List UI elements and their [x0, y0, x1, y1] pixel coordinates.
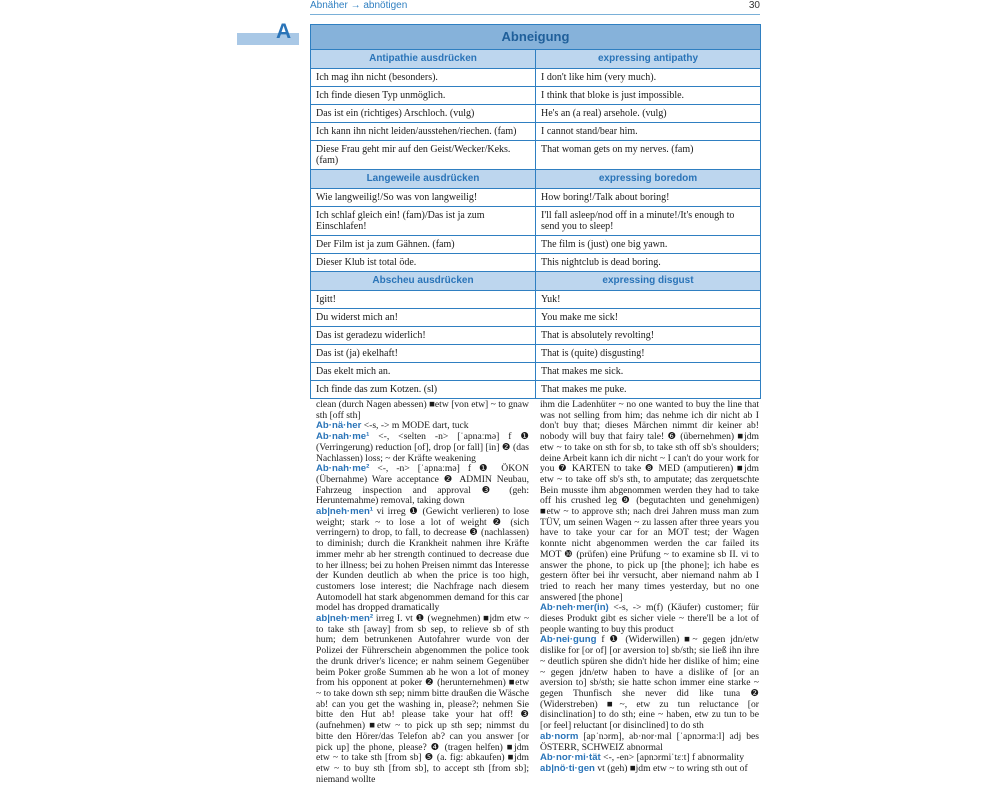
entry-text: <-s, -> m(f) (Käufer) customer; für dieses Produkt gibt es sicher viele ~ there'll be a lot of people wanting to buy this product — [540, 602, 759, 635]
row-de: Das ist ein (richtiges) Arschloch. (vulg) — [311, 105, 536, 122]
table-row — [311, 140, 760, 169]
entry-text: f ❶ (Widerwillen) ■~ gegen jdn/etw dislike for [or of] [or aversion to] sb/sth; sie ließ ihn ihre ~ deutlich spüren she didn't hide her dislike of him; eine ~ gegen jdn/etw haben to have a dislike of [or an aversion to] sb/sth; sie hatte schon immer eine starke ~ gegen Thunfisch she never did like tuna ❷ (Widerstreben) ■~, etw zu tun reluctance [or disinclination] to do sth; eine ~ haben, etw zu tun to be [or feel] reluctant [or disinclined] to do sth — [540, 634, 759, 732]
row-de: Wie langweilig!/So was von langweilig! — [311, 189, 536, 206]
section-heading — [311, 49, 760, 68]
entry-text: irreg I. vt ❶ (wegnehmen) ■jdm etw ~ to take sth [away] from sb sep, to relieve sb of sth hum; dem betrunkenen Autofahrer wurde von der Polizei der Führerschein abgenommen the police took the drunk driver's licence; er nahm seinem Gegenüber beim Poker große Summen ab he won a lot of money from his opponent at poker ❷ (herunternehmen) ■etw ~ to take down sth sep; nimm bitte draußen die Wäsche ab! can you get the washing in, please?; nehmen Sie bitte den Hut ab! please take your hat off! ❸ (aufnehmen) ■etw ~ to pick up sth sep; nimmst du bitte den Hörer/das Telefon ab? can you answer [or pick up] the phone, please? ❹ (tragen helfen) ■jdm etw ~ to take sth [from sb] ❺ (a. fig: abkaufen) ■jdm etw ~ to buy sth [from sb], to accept sth [from sb]; niemand wollte — [316, 613, 530, 785]
table-row — [311, 122, 760, 140]
running-header — [310, 0, 760, 15]
table-row — [311, 308, 760, 326]
row-de: Diese Frau geht mir auf den Geist/Wecker/Keks. (fam) — [311, 141, 536, 169]
table-row — [311, 362, 760, 380]
table-row — [311, 68, 760, 86]
entry-text: ihm die Ladenhüter ~ no one wanted to buy the line that was not selling from him; das nehme ich dir nicht ab I don't buy that; dieses Märchen nimmt dir keiner ab! nobody will buy that fairy tale! ❻ (übernehmen) ■jdm etw ~ to take on sth for sb, to take sth off sb's shoulders; deine Arbeit kann ich dir nicht ~ I can't do your work for you ❼ KARTEN to take ❽ MED (amputieren) ■jdm etw ~ to take off sb's sth, to amputate; das zerquetschte Bein musste ihm abgenommen werden they had to take off his crushed leg ❾ (begutachten und genehmigen) ■etw ~ to approve sth; nach drei Jahren muss man zum TÜV, um seinen Wagen ~ zu lassen after three years you have to take your car for an MOT test; der Wagen konnte nicht abgenommen werden the car failed its MOT ❿ (prüfen) eine Prüfung ~ to examine sb II. vi to answer the phone, to pick up [the phone]; ich habe es gestern öfter bei ihr versucht, aber niemand nahm ab I tried to reach her many times yesterday, but no one answered [the phone] — [540, 399, 759, 603]
table-row — [311, 326, 760, 344]
dictionary-column-left — [316, 400, 529, 785]
row-de: Das ekelt mich an. — [311, 363, 536, 380]
dictionary-entry — [316, 507, 529, 614]
table-row — [311, 344, 760, 362]
row-en: I cannot stand/bear him. — [541, 126, 638, 137]
table-row — [311, 188, 760, 206]
dictionary-column-right — [540, 400, 759, 775]
row-en: I don't like him (very much). — [541, 72, 657, 83]
section-heading-en: expressing disgust — [602, 275, 694, 286]
row-en: That is absolutely revolting! — [541, 330, 655, 341]
header-title: Abnäher → abnötigen — [310, 0, 408, 11]
row-de: Ich schlaf gleich ein! (fam)/Das ist ja zum Einschlafen! — [311, 207, 536, 235]
entry-text: <-s, -> m MODE dart, tuck — [363, 420, 469, 432]
table-row — [311, 290, 760, 308]
dictionary-entry — [540, 635, 759, 731]
row-de: Ich finde diesen Typ unmöglich. — [311, 87, 536, 104]
row-de: Das ist (ja) ekelhaft! — [311, 345, 536, 362]
row-de: Dieser Klub ist total öde. — [311, 254, 536, 271]
row-de: Igitt! — [311, 291, 536, 308]
row-en: The film is (just) one big yawn. — [541, 239, 668, 250]
entry-text: <-, -en> [apnɔrmiˈtɛːt] f abnormality — [603, 752, 745, 764]
entry-text: <-, <selten -n> [ˈapnaːmə] f ❶ (Verringerung) reduction [of], drop [or fall] [in] ❷ (das Nachlassen) loss; ~ der Kräfte weakening — [316, 431, 529, 464]
section-heading — [311, 169, 760, 188]
entry-headword: Ab·nei·gung — [540, 634, 597, 646]
entry-text: vt (geh) ■jdm etw ~ to wring sth out of — [597, 762, 748, 774]
table-row — [311, 206, 760, 235]
row-en: I think that bloke is just impossible. — [541, 90, 685, 101]
section-heading-de: Langeweile ausdrücken — [311, 170, 536, 188]
page-number: 30 — [748, 0, 760, 11]
entry-headword: Ab·nah·me² — [316, 463, 370, 475]
table-row — [311, 380, 760, 398]
row-en: That makes me puke. — [541, 384, 627, 395]
entry-headword: Ab·neh·mer(in) — [540, 602, 609, 614]
table-row — [311, 253, 760, 271]
entry-headword: ab|neh·men¹ — [316, 506, 374, 518]
row-de: Das ist geradezu widerlich! — [311, 327, 536, 344]
usage-table — [310, 24, 761, 399]
dictionary-entry — [540, 603, 759, 635]
dictionary-entry — [316, 464, 529, 507]
row-de: Der Film ist ja zum Gähnen. (fam) — [311, 236, 536, 253]
dictionary-entry — [316, 432, 529, 464]
row-de: Du widerst mich an! — [311, 309, 536, 326]
dictionary-entry — [316, 400, 529, 421]
section-heading-en: expressing boredom — [598, 173, 698, 184]
entry-text: vi irreg ❶ (Gewicht verlieren) to lose weight; stark ~ to lose a lot of weight ❷ (sich verringern) to drop, to fall, to decrease ❸ (nachlassen) to diminish; durch die Krankheit nahmen ihre Kräfte immer mehr ab her strength continued to decrease due to her illness; bei zu hohen Preisen nimmt das Interesse der Kunden deutlich ab when the price is too high, customers lose interest; die Nachfrage nach diesem Automodell hat stark abgenommen demand for this car model has dropped dramatically — [316, 506, 529, 614]
section-heading — [311, 271, 760, 290]
entry-headword: ab|neh·men² — [316, 613, 374, 625]
dictionary-entry — [540, 764, 759, 775]
row-de: Ich kann ihn nicht leiden/ausstehen/riechen. (fam) — [311, 123, 536, 140]
section-heading-de: Abscheu ausdrücken — [311, 272, 536, 290]
entry-headword: Ab·nah·me¹ — [316, 431, 370, 443]
row-de: Ich finde das zum Kotzen. (sl) — [311, 381, 536, 398]
entry-headword: Ab·nor·mi·tät — [540, 752, 601, 764]
row-en: Yuk! — [541, 294, 561, 305]
dictionary-entry — [540, 732, 759, 753]
row-en: You make me sick! — [541, 312, 619, 323]
row-en: How boring!/Talk about boring! — [541, 192, 670, 203]
row-en: That makes me sick. — [541, 366, 624, 377]
row-en: I'll fall asleep/nod off in a minute!/It's enough to send you to sleep! — [541, 210, 735, 232]
table-row — [311, 235, 760, 253]
dictionary-entry — [316, 614, 529, 785]
row-en: That is (quite) disgusting! — [541, 348, 645, 359]
table-row — [311, 86, 760, 104]
entry-headword: ab|nö·ti·gen — [540, 762, 595, 774]
entry-headword: ab·norm — [540, 730, 579, 742]
entry-text: clean (durch Nagen abessen) ■etw [von etw] ~ to gnaw sth [off sth] — [316, 399, 529, 421]
section-heading-en: expressing antipathy — [597, 53, 699, 64]
dictionary-entry — [540, 400, 759, 603]
letter-tab: A — [276, 20, 292, 43]
row-de: Ich mag ihn nicht (besonders). — [311, 69, 536, 86]
row-en: That woman gets on my nerves. (fam) — [541, 144, 694, 155]
table-row — [311, 104, 760, 122]
entry-text: [apˈnɔrm], ab·nor·mal [ˈapnɔrmaːl] adj bes ÖSTERR, SCHWEIZ abnormal — [540, 730, 759, 753]
section-heading-de: Antipathie ausdrücken — [311, 50, 536, 68]
row-en: This nightclub is dead boring. — [541, 257, 661, 268]
entry-text: <-, -n> [ˈapnaːmə] f ❶ ÖKON (Übernahme) Ware acceptance ❷ ADMIN Neubau, Fahrzeug inspection and approval ❸ (geh: Heruntemahme) removal, taking down — [316, 463, 529, 507]
entry-headword: Ab·nä·her — [316, 420, 362, 432]
row-en: He's an (a real) arsehole. (vulg) — [541, 108, 667, 119]
table-caption: Abneigung — [311, 25, 760, 49]
